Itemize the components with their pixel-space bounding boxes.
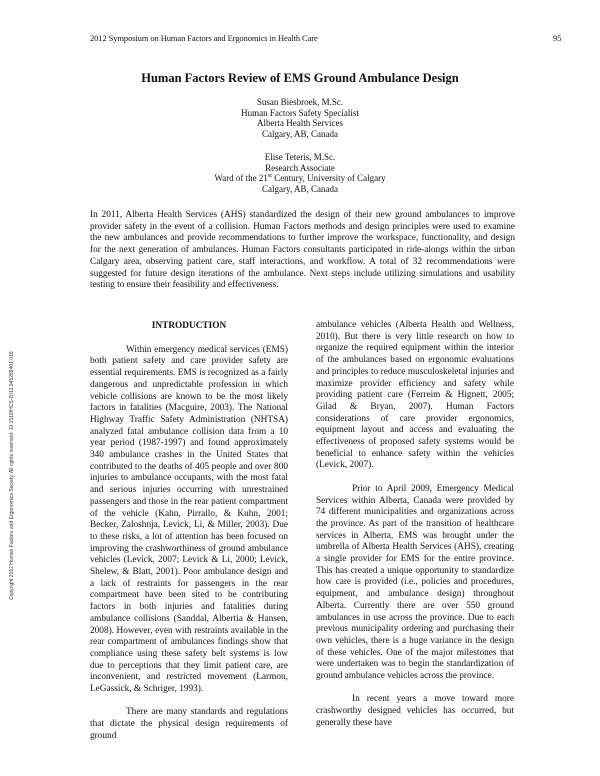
section-heading: INTRODUCTION: [151, 321, 227, 331]
abstract: In 2011, Alberta Health Services (AHS) standardized the design of their new ground ambulances to improve provider safety in the event of a collision. Human Factors methods and design principles were used to examine the new ambulances and provide recommendations to further improve the workspace, functionality, and design for the next generation of ambulances. Human Factors consultants participated in ride-alongs within the urban Calgary area, observing patient care, staff interactions, and workflow. A total of 32 recommendations were suggested for future design iterations of the ambulance. Next steps include utilizing simulations and usability testing to ensure their feasibility and effectiveness.: [90, 210, 515, 291]
author-block-2: [0, 152, 600, 195]
author-location: Calgary, AB, Canada: [262, 129, 338, 140]
running-header: 2012 Symposium on Human Factors and Ergonomics in Health Care: [90, 33, 318, 43]
paper-title: Human Factors Review of EMS Ground Ambulance Design: [141, 71, 459, 85]
org-suffix: Century, University of Calgary: [271, 173, 386, 184]
author-name: Susan Biesbroek, M.Sc.: [256, 97, 344, 107]
right-column: [316, 320, 514, 730]
left-column: [90, 321, 288, 743]
body-paragraph: ambulance vehicles (Alberta Health and Wellness, 2010). But there is very little research on how to organize the required equipment within the interior of the ambulances based on ergonomic evaluations and principles to reduce musculoskeletal injuries and maximize provider efficiency and safety while providing patient care (Ferreim & Hignett, 2005; Gilad & Bryan, 2007). Human Factors considerations of care provider ergonomics, equipment layout and access and evaluating the effectiveness of proposed safety systems would be beneficial to enhance safety within the vehicles (Levick, 2007).: [316, 320, 514, 471]
body-paragraph: Prior to April 2009, Emergency Medical Services within Alberta, Canada were provided by 74 different municipalities and organizations across the province. As part of the transition of healthcare services in Alberta, EMS was brought under the umbrella of Alberta Health Services (AHS), creating a single provider for EMS for the entire province. This has created a unique opportunity to standardize how care is provided (i.e., policies and procedures, equipment, and ambulance design) throughout Alberta. Currently there are over 550 ground ambulances in use across the province. Due to each previous municipality ordering and purchasing their own vehicles, there is a huge variance in the design of these vehicles. One of the major milestones that were undertaken was to begin the standardization of ground ambulance vehicles across the province.: [316, 483, 514, 682]
author-block-1: [0, 97, 600, 140]
body-paragraph: Within emergency medical services (EMS) both patient safety and care provider safety are essential requirements. EMS is recognized as a fairly dangerous and unpredictable profession in which vehicle collisions are known to be the most likely factors in fatalities (Macguire, 2003). The National Highway Traffic Safety Administration (NHTSA) analyzed fatal ambulance collision data from a 10 year period (1987-1997) and found approximately 340 ambulance crashes in the United States that contributed to the deaths of 405 people and over 800 injuries to ambulance occupants, with the most fatal and serious injuries occurring with unrestrained passengers and those in the rear patient compartment of the vehicle (Kahn, Pirrallo, & Kuhn, 2001; Becker, Zaloshnja, Levick, Li, & Miller, 2003). Due to these risks, a lot of attention has been focused on improving the crashworthiness of ground ambulance vehicles (Levick, 2007; Levick & Li, 2000; Levick, Shelew, & Blatt, 2001). Poor ambulance design and a lack of restraints for passengers in the rear compartment have been sited to be contributing factors in both injuries and fatalities during ambulance collisions (Sanddal, Albertia & Hansen, 2008). However, even with restraints available in the rear compartment of ambulances findings show that compliance using these safety belt systems is low due to perceptions that they limit patient care, are inconvenient, and restricted movement (Larmon, LeGassick, & Schriger, 1993).: [90, 344, 288, 695]
body-paragraph: In recent years a move toward more crashworthy designed vehicles has occurred, but generally these have: [316, 694, 514, 728]
body-paragraph: There are many standards and regulations that dictate the physical design requirements of ground: [90, 707, 288, 741]
author-organization: Alberta Health Services: [257, 118, 343, 129]
author-role: Human Factors Safety Specialist: [241, 107, 359, 118]
author-name: Elise Teteris, M.Sc.: [264, 152, 336, 162]
org-prefix: Ward of the 21: [214, 173, 268, 184]
page-number: 95: [553, 33, 562, 43]
author-location: Calgary, AB, Canada: [262, 184, 338, 195]
org-superscript: st: [267, 173, 272, 180]
author-organization: [0, 173, 600, 184]
copyright-side-note: Copyright 2012 Human Factors and Ergonomics Society. All rights reserved. 10.1518/HCS-2012.945289401.018: [9, 351, 15, 600]
author-role: Research Associate: [265, 162, 335, 173]
